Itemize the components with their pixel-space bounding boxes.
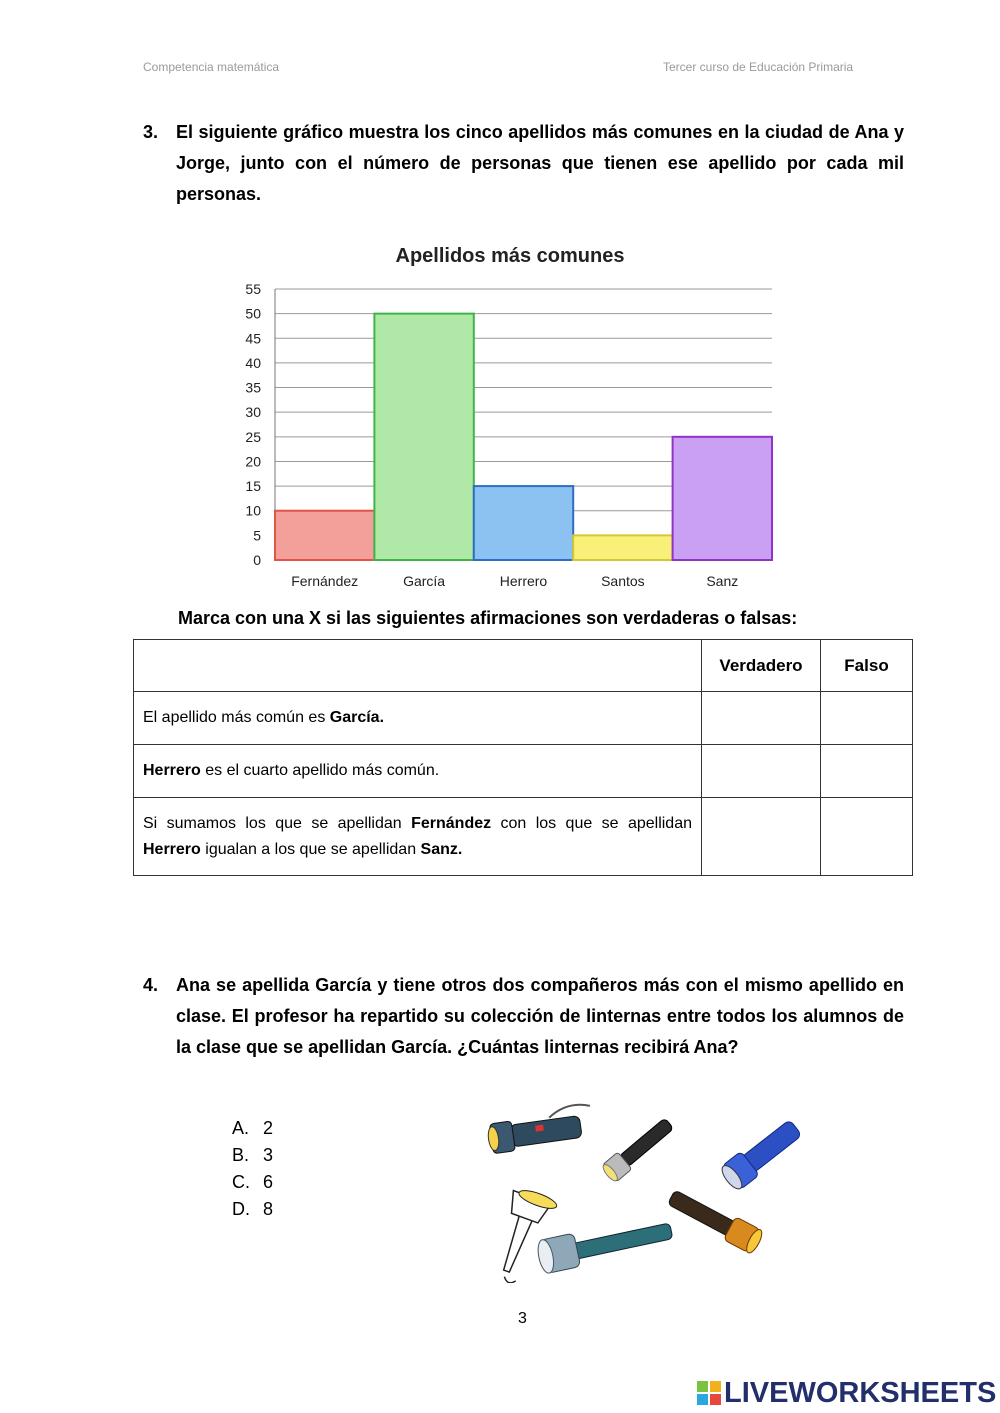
answer-options	[232, 1115, 273, 1223]
option-d[interactable]	[232, 1196, 273, 1223]
flashlight-icon	[665, 1186, 765, 1255]
option-letter: A.	[232, 1118, 250, 1138]
option-a[interactable]	[232, 1115, 273, 1142]
option-value: 2	[263, 1118, 274, 1138]
option-value: 8	[263, 1199, 274, 1219]
x-tick-label: Fernández	[291, 573, 359, 589]
table-row	[134, 798, 913, 876]
y-tick-label: 25	[245, 428, 261, 445]
option-c[interactable]	[232, 1169, 273, 1196]
y-tick-label: 5	[253, 527, 261, 544]
y-tick-label: 0	[253, 552, 261, 568]
bar-santos	[573, 535, 672, 560]
liveworksheets-logo-text: LIVEWORKSHEETS	[724, 1377, 997, 1409]
table-header-false: Falso	[821, 640, 913, 692]
statement-2-text: es el cuarto apellido más común.	[200, 762, 440, 779]
option-letter: D.	[232, 1199, 250, 1219]
bar-fernández	[275, 511, 374, 560]
option-letter: B.	[232, 1145, 250, 1165]
answer-false-cell-2[interactable]	[821, 745, 913, 798]
flashlight-icon	[486, 1103, 595, 1154]
statement-3-text-a: Si sumamos los que se apellidan	[143, 814, 412, 832]
y-tick-label: 10	[245, 502, 261, 519]
answer-true-cell-3[interactable]	[702, 798, 821, 876]
instruction-text: Marca con una X si las siguientes afirmaciones son verdaderas o falsas:	[178, 608, 798, 628]
chart-y-tick-labels	[245, 281, 261, 568]
table-row	[134, 745, 913, 798]
answer-true-cell-2[interactable]	[702, 745, 821, 798]
question-4-text: Ana se apellida García y tiene otros dos compañeros más con el mismo apellido en clase. El profesor ha repartido su colección de linternas entre todos los alumnos de la clase que se apellidan García. ¿Cuántas linternas recibirá Ana?	[176, 975, 904, 1057]
option-letter: C.	[232, 1172, 250, 1192]
bar-sanz	[673, 437, 772, 560]
question-4	[143, 970, 904, 1063]
question-3	[143, 117, 904, 210]
flashlight-icon	[718, 1116, 800, 1193]
x-tick-label: García	[403, 573, 446, 589]
statement-3-bold-c: Sanz.	[420, 840, 463, 858]
statement-3-bold-a: Fernández	[411, 814, 492, 832]
header-course: Tercer curso de Educación Primaria	[663, 60, 854, 74]
y-tick-label: 40	[245, 354, 261, 371]
answer-false-cell-3[interactable]	[821, 798, 913, 876]
answer-false-cell-1[interactable]	[821, 692, 913, 745]
flashlight-icon	[535, 1213, 674, 1274]
x-tick-label: Santos	[601, 573, 645, 589]
statement-1-text: El apellido más común es	[143, 709, 330, 726]
x-tick-label: Herrero	[499, 573, 548, 589]
header-subject: Competencia matemática	[143, 60, 280, 74]
table-header-true: Verdadero	[702, 640, 821, 692]
liveworksheets-logo-icon	[697, 1381, 721, 1405]
question-4-number: 4.	[143, 975, 159, 995]
y-tick-label: 50	[245, 305, 261, 322]
y-tick-label: 55	[245, 281, 261, 297]
statement-3-text-b: con los que se apellidan	[491, 814, 693, 832]
y-tick-label: 35	[245, 379, 261, 396]
true-false-table	[133, 639, 913, 876]
question-3-number: 3.	[143, 122, 159, 142]
y-tick-label: 45	[245, 330, 261, 347]
bar-chart	[220, 235, 800, 595]
option-value: 3	[263, 1145, 274, 1165]
bar-garcía	[374, 314, 473, 560]
table-header-statement	[134, 640, 702, 692]
chart-x-tick-labels	[291, 573, 738, 589]
bar-herrero	[474, 486, 573, 560]
answer-true-cell-1[interactable]	[702, 692, 821, 745]
question-3-text: El siguiente gráfico muestra los cinco apellidos más comunes en la ciudad de Ana y Jorge, junto con el número de personas que tienen ese apellido por cada mil personas.	[176, 122, 904, 204]
statement-3-text-c: igualan a los que se apellidan	[200, 840, 421, 858]
statement-2-bold: Herrero	[143, 762, 201, 779]
y-tick-label: 15	[245, 478, 261, 495]
page-number: 3	[518, 1310, 527, 1327]
y-tick-label: 20	[245, 453, 261, 470]
statement-1-bold: García.	[329, 709, 385, 726]
flashlight-icon	[600, 1115, 676, 1184]
table-row	[134, 692, 913, 745]
option-value: 6	[263, 1172, 274, 1192]
statement-3-bold-b: Herrero	[143, 840, 201, 858]
statement-1	[134, 692, 702, 745]
table-header-row	[134, 640, 913, 692]
y-tick-label: 30	[245, 404, 261, 421]
option-b[interactable]	[232, 1142, 273, 1169]
chart-title: Apellidos más comunes	[395, 245, 625, 267]
statement-2	[134, 745, 702, 798]
statement-3	[134, 798, 702, 876]
x-tick-label: Sanz	[706, 573, 739, 589]
flashlights-illustration	[480, 1098, 800, 1283]
